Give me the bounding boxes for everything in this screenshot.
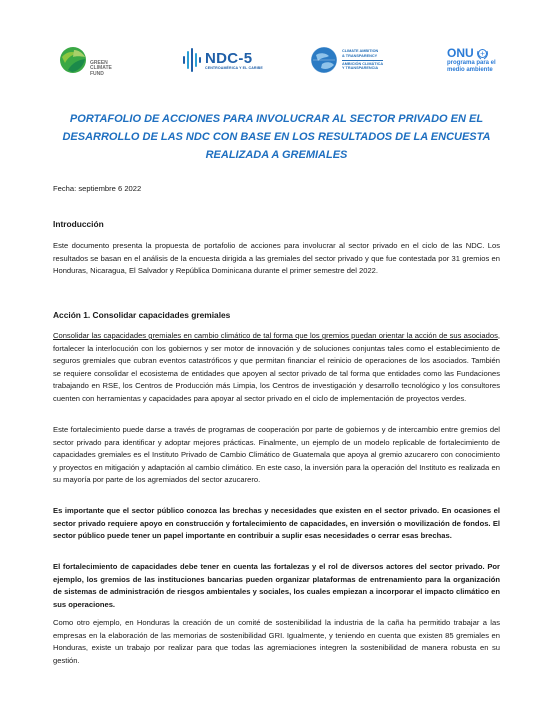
action1-paragraph-5: Como otro ejemplo, en Honduras la creación de un comité de sostenibilidad la industria de la caña ha permitido trabajar a las empresas en la elaboración de las memorias de sostenibilidad GRI. Igualmente, y teniendo en cuenta que existen 85 gremiales en Honduras, existe un trabajo por realizar para que todas las agremiaciones integren la sostenibilidad de manera robusta en su gestión.	[53, 618, 500, 665]
intro-paragraph: Este documento presenta la propuesta de portafolio de acciones para involucrar al sector privado en el ciclo de las NDC. Los resultados se basan en el análisis de la encuesta dirigida a las gremiales del sector privado y que fue contestada por 31 gremios en Honduras, Nicaragua, El Salvador y República Dominicana durante el primer semestre del 2022.	[53, 241, 500, 275]
gcf-line: CLIMATE	[90, 65, 112, 72]
paragraph-rest: , fortalecer la interlocución con los gobiernos y ser motor de innovación y de soluciones conjuntas tales como el establecimiento de seguros gremiales que cubran eventos catastróficos y que permitan financiar el reinicio de operaciones de los asociados. También se requiere consolidar el ecosistema de entidades que apoyen al sector privado de tal forma que entidades como las Fundaciones trabajando en RSE, los Centros de Producción más Limpia, los Centros de investigación y desarrollo tecnológico y los consultores cuenten con herramientas y capacidades para apoyar al sector privado en el ciclo de implementación de proyectos verdes.	[53, 331, 500, 403]
action1-paragraph-2: Este fortalecimiento puede darse a través de programas de cooperación por parte de gobiernos y de intercambio entre gremios del sector privado para identificar y adoptar mejores prácticas. Finalmente, un ejemplo de un modelo replicable de fortalecimiento de capacidades gremiales es el Instituto Privado de Cambio Climático de Guatemala que apoya al gremio azucarero con conocimiento y proyectos en mitigación y adaptación al cambio climático. En este caso, la inversión para la operación del Instituto es realizada en su mayoría por parte de los agremiados del sector azucarero.	[53, 425, 500, 484]
document-title: PORTAFOLIO DE ACCIONES PARA INVOLUCRAR AL SECTOR PRIVADO EN EL DESARROLLO DE LAS NDC CON BASE EN LOS RESULTADOS DE LA ENCUESTA REALIZADA A GREMIALES	[62, 113, 491, 161]
un-laurel-emblem-icon	[476, 47, 489, 60]
onu-line: medio ambiente	[447, 66, 493, 73]
ndc-name: NDC-5	[205, 49, 253, 67]
ndc-subtitle: CENTROAMÉRICA Y EL CARIBE	[205, 65, 263, 70]
onu-environment-logo	[447, 38, 496, 82]
climate-ambition-logo	[310, 38, 383, 82]
ndc-waveform-icon	[182, 47, 202, 73]
gcf-line: GREEN	[90, 59, 108, 66]
climate-wordmark	[342, 49, 383, 71]
action1-paragraph-1	[53, 330, 500, 405]
gcf-line: FUND	[90, 70, 104, 77]
ndc5-logo	[182, 38, 263, 82]
climate-line: AMBICIÓN CLIMÁTICA	[342, 61, 384, 66]
action1-paragraph-4: El fortalecimiento de capacidades debe tener en cuenta las fortalezas y el rol de diversos actores del sector privado. Por ejemplo, los gremios de las instituciones bancarias pueden organizar plataformas de entrenamiento para la organización de sistemas de administración de riesgos ambientales y sociales, los cuales empiezan a incorporar el impacto climático en sus operaciones.	[53, 562, 500, 609]
intro-heading: Introducción	[53, 219, 104, 229]
climate-line: & TRANSPARENCY	[342, 53, 378, 58]
climate-line: Y TRANSPARENCIA	[342, 66, 379, 71]
onu-line: programa para el	[447, 59, 496, 66]
document-date: Fecha: septiembre 6 2022	[53, 184, 142, 193]
green-climate-fund-logo	[58, 38, 112, 82]
gcf-wordmark	[90, 61, 112, 78]
action1-paragraph-3: Es importante que el sector público conozca las brechas y necesidades que existen en el sector privado. En ocasiones el sector privado requiere apoyo en construcción y fortalecimiento de capacidades, en inversión o movilización de fondos. El sector público puede tener un papel importante en contribuir a suplir esas necesidades o cerrar esas brechas.	[53, 506, 500, 540]
logo-bar	[0, 38, 553, 82]
underlined-lead: Consolidar las capacidades gremiales en cambio climático de tal forma que los gremios puedan orientar la acción de sus asociados	[53, 331, 498, 340]
climate-line: CLIMATE AMBITION	[342, 48, 379, 53]
climate-ambition-globe-icon	[310, 46, 338, 74]
green-climate-fund-globe-icon	[58, 45, 88, 75]
action1-heading: Acción 1. Consolidar capacidades gremiales	[53, 310, 231, 320]
onu-name: ONU	[447, 45, 474, 60]
